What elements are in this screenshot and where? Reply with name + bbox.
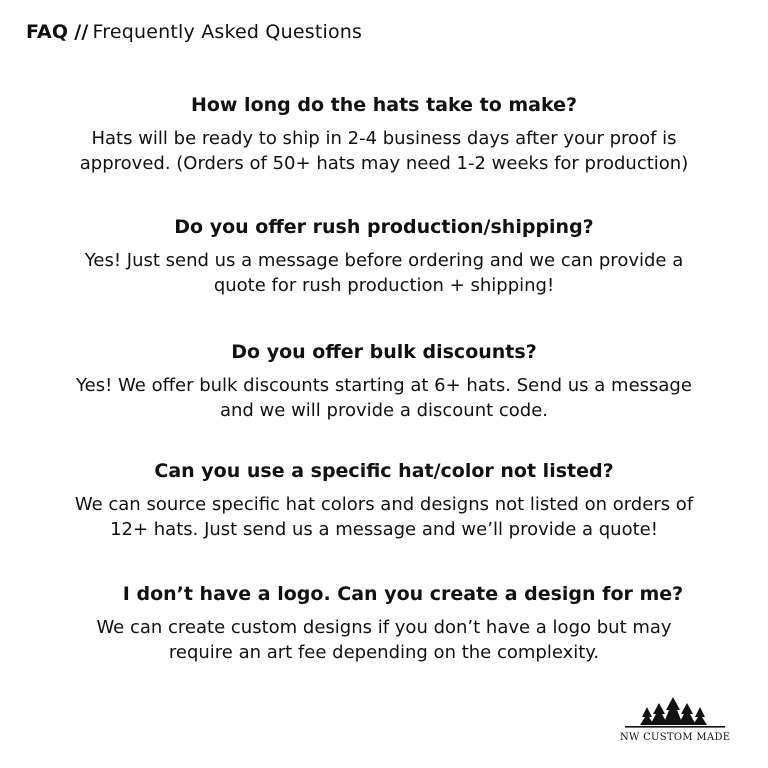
brand-logo — [620, 693, 730, 743]
faq-answer-line: Hats will be ready to ship in 2-4 business days after your proof is — [91, 128, 677, 149]
faq-answer-line: We can source specific hat colors and designs not listed on orders of — [74, 494, 694, 515]
faq-answer-line: Yes! Just send us a message before ordering and we can provide a — [84, 250, 684, 271]
faq-answer-line: Yes! We offer bulk discounts starting at 6+ hats. Send us a message — [76, 375, 692, 396]
faq-item — [0, 340, 768, 423]
faq-question: I don’t have a logo. Can you create a design for me? — [122, 583, 684, 605]
faq-question: How long do the hats take to make? — [190, 94, 578, 116]
faq-answer — [0, 615, 768, 665]
faq-answer-line: We can create custom designs if you don’t have a logo but may — [96, 617, 672, 638]
faq-answer-line: require an art fee depending on the complexity. — [168, 642, 600, 663]
faq-answer-line: 12+ hats. Just send us a message and we’ll provide a quote! — [110, 519, 658, 540]
faq-item — [0, 459, 768, 542]
faq-item — [0, 215, 768, 298]
faq-answer — [0, 248, 768, 298]
faq-item — [0, 93, 768, 176]
faq-answer-line: quote for rush production + shipping! — [213, 275, 555, 296]
faq-answer — [0, 373, 768, 423]
header-separator: // — [74, 21, 89, 43]
faq-question: Do you offer rush production/shipping? — [174, 216, 594, 238]
faq-answer — [0, 492, 768, 542]
header-faq-label: FAQ — [26, 21, 69, 43]
faq-item — [0, 582, 768, 665]
faq-question: Can you use a specific hat/color not listed? — [154, 460, 614, 482]
faq-question: Do you offer bulk discounts? — [231, 341, 537, 363]
pine-trees-icon — [623, 693, 727, 729]
faq-answer — [0, 126, 768, 176]
header-subtitle: Frequently Asked Questions — [92, 21, 363, 43]
page-header — [26, 21, 362, 43]
brand-name: NW CUSTOM MADE — [620, 732, 731, 743]
faq-answer-line: approved. (Orders of 50+ hats may need 1-2 weeks for production) — [79, 153, 689, 174]
faq-answer-line: and we will provide a discount code. — [219, 400, 549, 421]
